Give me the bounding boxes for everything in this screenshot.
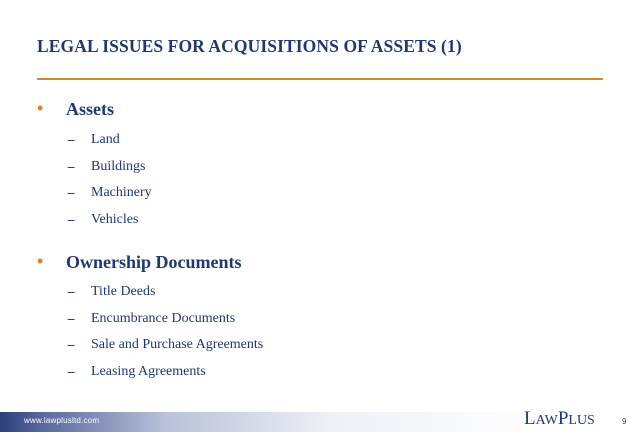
slide-title: LEGAL ISSUES FOR ACQUISITIONS OF ASSETS (1) [37,36,462,56]
section-heading-label: Assets [66,99,114,119]
dash-icon: − [67,310,76,327]
dash-icon: − [67,284,76,300]
dash-icon: − [67,158,76,175]
logo-initial-p: P [557,408,569,429]
logo-initial-l: L [524,408,536,429]
list-item-label: Title Deeds [91,284,156,299]
bullet-icon: • [37,251,44,271]
list-item-label: Leasing Agreements [91,363,206,379]
dash-icon: − [67,363,76,380]
list-item-label: Sale and Purchase Agreements [91,337,264,353]
bullet-icon: • [37,98,44,118]
footer-url: www.lawplusltd.com [24,416,100,425]
list-item-label: Vehicles [91,211,139,227]
lawplus-logo [524,408,595,430]
logo-rest-lus: LUS [568,413,595,428]
list-item-label: Machinery [91,185,152,201]
dash-icon: − [67,185,76,202]
list-item-label: Land [91,132,120,147]
dash-icon: − [67,337,76,354]
list-item-label: Encumbrance Documents [91,310,236,326]
list-item-label: Buildings [91,158,146,174]
logo-rest-aw: AW [535,413,558,428]
section-heading-label: Ownership Documents [66,252,242,272]
page-number: 9 [622,417,627,426]
dash-icon: − [67,211,76,228]
dash-icon: − [67,132,76,148]
title-divider [37,78,603,80]
